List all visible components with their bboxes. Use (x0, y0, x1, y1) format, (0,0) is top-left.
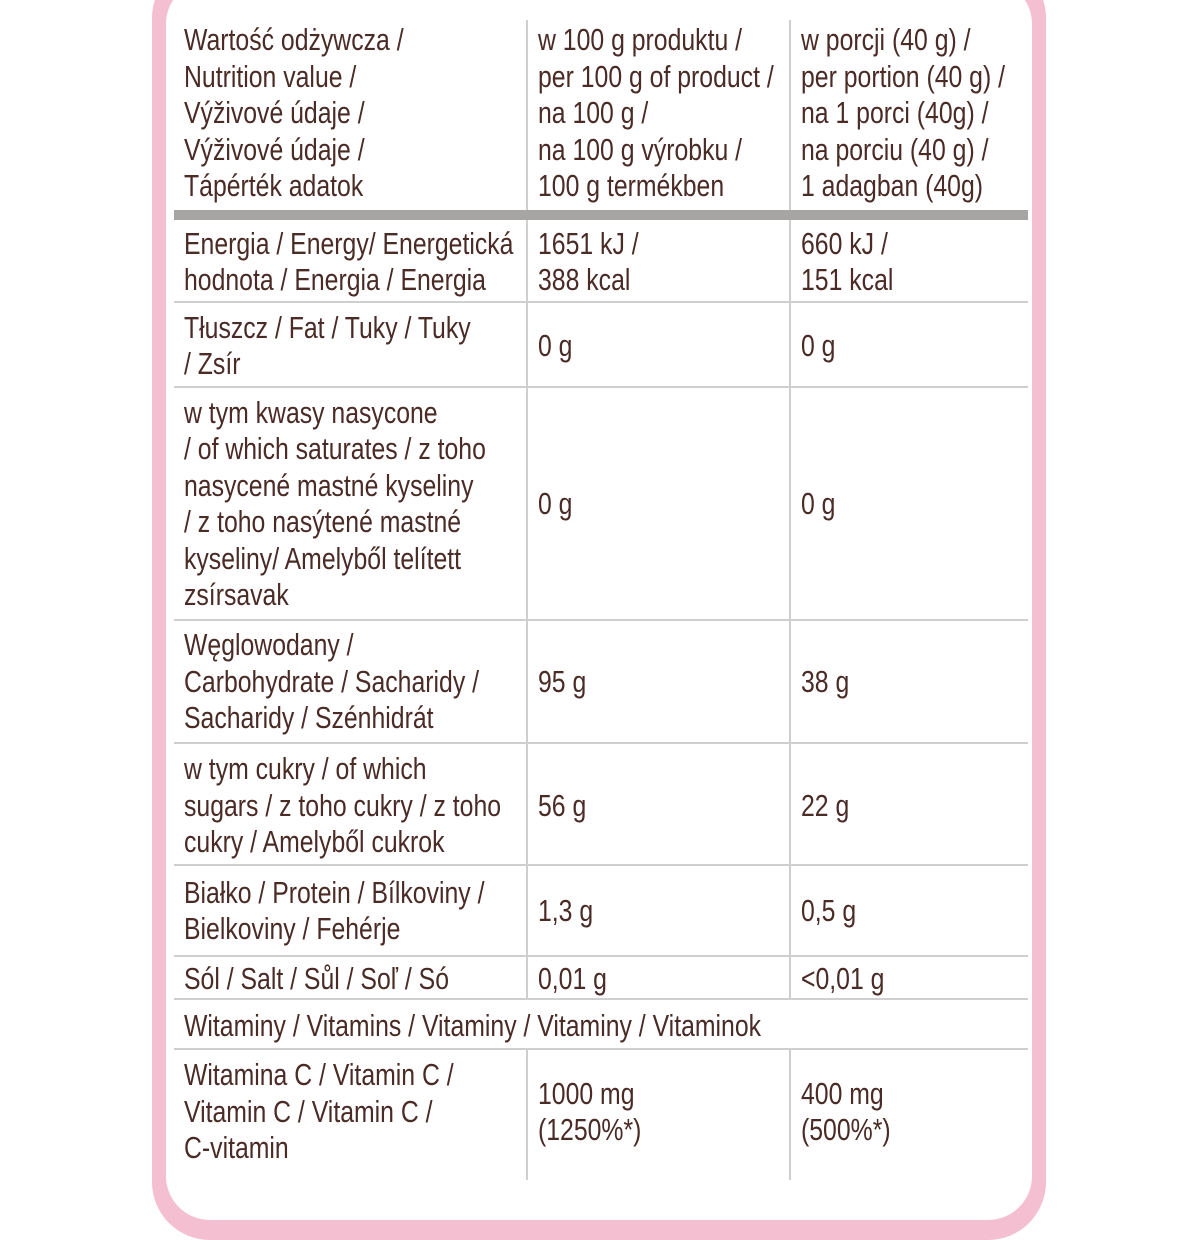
column-divider-3 (526, 1050, 528, 1180)
row-value-energy-portion: 660 kJ / 151 kcal (801, 225, 894, 297)
row-value-sugars-portion: 22 g (801, 787, 850, 823)
row-separator (174, 301, 1028, 303)
row-value-energy-100g: 1651 kJ / 388 kcal (538, 225, 639, 297)
row-value-vitamin-c-100g: 1000 mg (1250%*) (538, 1075, 642, 1147)
row-value-vitamin-c-portion: 400 mg (500%*) (801, 1075, 891, 1147)
row-label-protein: Białko / Protein / Bílkoviny / Bielkoviny / Fehérje (184, 874, 485, 946)
row-value-fat-100g: 0 g (538, 327, 573, 363)
row-separator (174, 998, 1028, 1000)
row-separator (174, 742, 1028, 744)
row-value-protein-100g: 1,3 g (538, 892, 594, 928)
column-divider-4 (789, 1050, 791, 1180)
header-rule (174, 210, 1028, 220)
row-label-sugars: w tym cukry / of which sugars / z toho cukry / z toho cukry / Amelyből cukrok (184, 751, 502, 860)
header-per-100g: w 100 g produktu / per 100 g of product / na 100 g / na 100 g výrobku / 100 g termékben (538, 22, 774, 203)
row-label-vitamin-c: Witamina C / Vitamin C / Vitamin C / Vitamin C / C-vitamin (184, 1057, 454, 1166)
row-separator (174, 1048, 1028, 1050)
column-divider-2 (789, 20, 791, 1000)
row-separator (174, 864, 1028, 866)
row-label-energy: Energia / Energy/ Energetická hodnota / Energia / Energia (184, 225, 514, 297)
row-value-sugars-100g: 56 g (538, 787, 587, 823)
row-value-carbohydrate-100g: 95 g (538, 663, 587, 699)
row-separator (174, 955, 1028, 957)
row-label-salt: Sól / Salt / Sůl / Soľ / Só (184, 960, 450, 996)
row-label-saturates: w tym kwasy nasycone / of which saturates / z toho nasycené mastné kyseliny / z toho nasýtené mastné kyseliny/ Amelyből telített zsírsavak (184, 394, 486, 612)
vitamins-heading: Witaminy / Vitamins / Vitaminy / Vitaminy / Vitaminok (184, 1007, 762, 1043)
row-value-fat-portion: 0 g (801, 327, 836, 363)
row-value-salt-portion: <0,01 g (801, 960, 885, 996)
row-label-carbohydrate: Węglowodany / Carbohydrate / Sacharidy / Sacharidy / Szénhidrát (184, 627, 479, 736)
row-value-salt-100g: 0,01 g (538, 960, 607, 996)
row-value-carbohydrate-portion: 38 g (801, 663, 850, 699)
row-label-fat: Tłuszcz / Fat / Tuky / Tuky / Zsír (184, 309, 471, 381)
row-separator (174, 386, 1028, 388)
header-nutrition-value: Wartość odżywcza / Nutrition value / Výživové údaje / Výživové údaje / Tápérték adatok (184, 22, 404, 203)
column-divider-1 (526, 20, 528, 1000)
row-value-saturates-portion: 0 g (801, 485, 836, 521)
row-value-saturates-100g: 0 g (538, 485, 573, 521)
row-separator (174, 619, 1028, 621)
row-value-protein-portion: 0,5 g (801, 892, 857, 928)
header-per-portion: w porcji (40 g) / per portion (40 g) / na 1 porci (40g) / na porciu (40 g) / 1 adagban (40g) (801, 22, 1006, 203)
